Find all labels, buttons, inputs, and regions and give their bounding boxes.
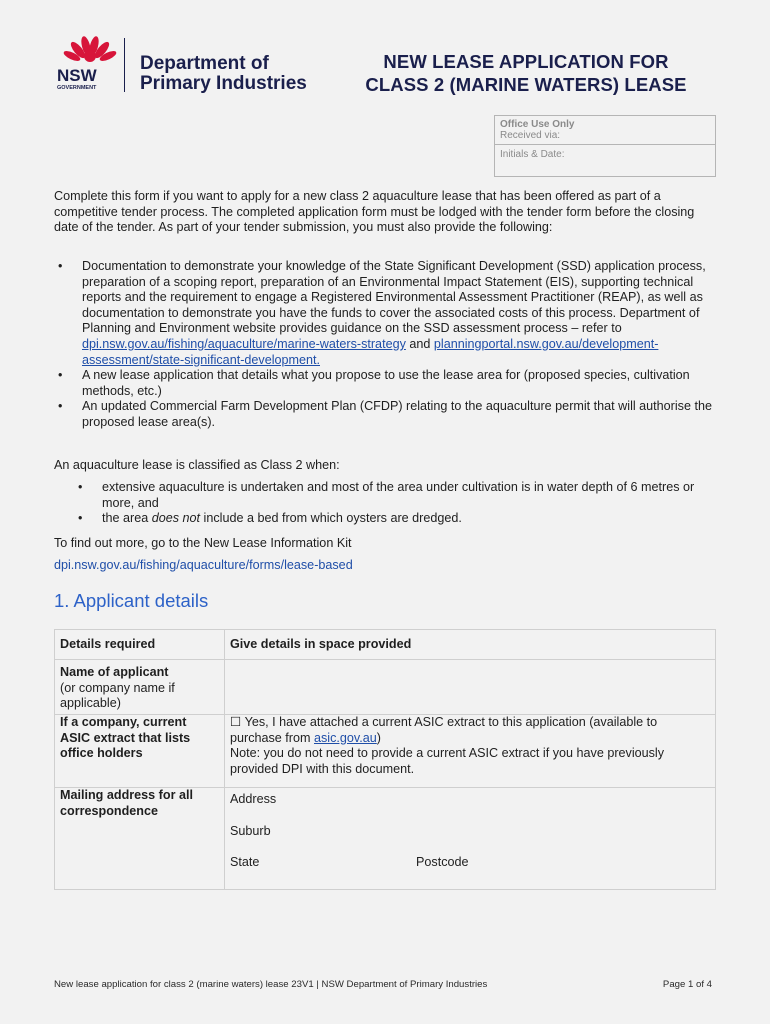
svg-text:NSW: NSW: [57, 66, 97, 85]
waratah-icon: [52, 36, 132, 96]
list-item: • An updated Commercial Farm Development Plan (CFDP) relating to the aquaculture permit that will authorise the proposed lease area(s).: [58, 399, 712, 429]
classified-list: [78, 480, 716, 527]
received-via-label: Received via:: [500, 130, 561, 141]
lease-info-kit-link[interactable]: dpi.nsw.gov.au/fishing/aquaculture/forms/lease-based: [54, 558, 353, 572]
marine-waters-strategy-link[interactable]: dpi.nsw.gov.au/fishing/aquaculture/marine-waters-strategy: [82, 336, 406, 351]
form-title: NEW LEASE APPLICATION FOR CLASS 2 (MARINE WATERS) LEASE: [365, 51, 687, 95]
svg-text:GOVERNMENT: GOVERNMENT: [57, 85, 97, 91]
address-label: Address: [230, 792, 277, 806]
department-name: Department of Primary Industries: [140, 53, 307, 94]
office-use-box: [494, 115, 716, 177]
logo-divider: [124, 38, 125, 92]
planning-portal-link[interactable]: planningportal.nsw.gov.au/development-assessment/state-significant-development.: [82, 336, 659, 367]
column-header-give-details: Give details in space provided: [225, 630, 716, 660]
postcode-label: Postcode: [416, 855, 469, 870]
list-item: • the area does not include a bed from which oysters are dredged.: [78, 511, 462, 526]
initials-date-label: Initials & Date:: [500, 149, 565, 160]
asic-link[interactable]: asic.gov.au: [314, 730, 377, 745]
footer-page-number: Page 1 of 4: [662, 979, 712, 990]
list-item: • extensive aquaculture is undertaken and most of the area under cultivation is in water depth of 6 metres or more, and: [78, 480, 695, 510]
intro-paragraph: Complete this form if you want to apply for a new class 2 aquaculture lease that has been offered as part of a competitive tender process. The completed application form must be lodged with the tender form before the closing date of the tender. As part of your tender submission, you must also provide the following:: [54, 189, 695, 235]
column-header-details-required: Details required: [55, 630, 225, 660]
asic-checkbox[interactable]: ☐: [230, 715, 242, 729]
footer-document-info: New lease application for class 2 (marine waters) lease 23V1 | NSW Department of Primary Industries: [54, 979, 488, 990]
name-of-applicant-field[interactable]: [225, 660, 716, 715]
office-use-title: Office Use Only: [500, 119, 575, 130]
mailing-address-label: Mailing address for all correspondence: [55, 788, 225, 890]
suburb-label: Suburb: [230, 823, 271, 838]
nsw-government-logo: [52, 36, 132, 96]
classified-intro: An aquaculture lease is classified as Class 2 when:: [54, 458, 340, 472]
requirements-list: [58, 259, 716, 431]
list-item: • A new lease application that details what you propose to use the lease area for (proposed species, cultivation methods, etc.): [58, 368, 690, 398]
find-out-more-text: To find out more, go to the New Lease Information Kit: [54, 536, 352, 550]
asic-extract-field: ☐ Yes, I have attached a current ASIC extract to this application (available to purchase from asic.gov.au) Note: you do not need to provide a current ASIC extract if you have previously provided DPI with this document.: [225, 715, 716, 788]
state-label: State: [230, 855, 260, 870]
asic-extract-label: If a company, current ASIC extract that lists office holders: [55, 715, 225, 788]
section-heading-applicant-details: 1. Applicant details: [54, 590, 209, 611]
applicant-details-table: [54, 629, 716, 890]
name-of-applicant-label: Name of applicant (or company name if applicable): [55, 660, 225, 715]
asic-note: Note: you do not need to provide a current ASIC extract if you have previously provided DPI with this document.: [230, 746, 665, 776]
mailing-address-field[interactable]: [225, 788, 716, 890]
list-item: • Documentation to demonstrate your knowledge of the State Significant Development (SSD) application process, preparation of a scoping report, preparation of an Environmental Impact Statement (EIS), supporting technical reports and the requirement to engage a Registered Environmental Assessment Practitioner (REAP), as well as documentation to demonstrate you have the funds to cover the associated costs of this process. Department of Planning and Environment website provides guidance on the SSD assessment process – refer to dpi.nsw.gov.au/fishing/aquaculture/marine-waters-strategy and planningportal.nsw.gov.au/development-assessment/state-significant-development.: [58, 259, 706, 367]
